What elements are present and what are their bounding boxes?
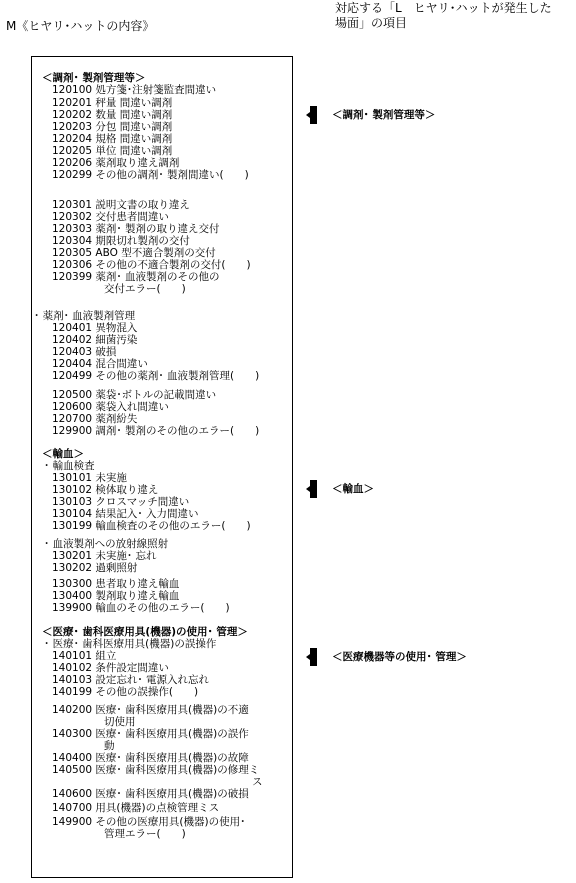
- list-item: 120500 薬袋･ボトルの記載間違い: [52, 389, 217, 401]
- list-item: 120304 期限切れ製剤の交付: [52, 235, 190, 247]
- list-item: 120499 その他の薬剤･ 血液製剤管理( ): [52, 370, 260, 382]
- list-item: 140500 医療･ 歯科医療用具(機器)の修理ミ: [52, 764, 260, 776]
- marker-icon: [310, 480, 317, 498]
- marker-label: ＜医療機器等の使用･ 管理＞: [332, 651, 467, 663]
- list-item: 120203 分包 間違い調剤: [52, 121, 173, 133]
- item-list-box: [31, 56, 293, 878]
- list-item: 140300 医療･ 歯科医療用具(機器)の誤作: [52, 728, 249, 740]
- list-item: 動: [104, 740, 115, 752]
- list-item: ･ 医療･ 歯科医療用具(機器)の誤操作: [44, 638, 217, 650]
- list-item: ･ 輸血検査: [44, 460, 95, 472]
- section-heading: ＜調剤･ 製剤管理等＞: [42, 72, 146, 84]
- title-right-line1: 対応する「L ヒヤリ･ハットが発生した: [335, 1, 552, 15]
- list-item: 交付エラー( ): [104, 283, 186, 295]
- list-item: 130103 クロスマッチ間違い: [52, 496, 190, 508]
- list-item: 140101 組立: [52, 650, 117, 662]
- list-item: 140103 設定忘れ･ 電源入れ忘れ: [52, 674, 210, 686]
- list-item: 140102 条件設定間違い: [52, 662, 169, 674]
- list-item: 130104 結果記入･ 入力間違い: [52, 508, 199, 520]
- list-item: 120205 単位 間違い調剤: [52, 145, 173, 157]
- list-item: 120299 その他の調剤･ 製剤間違い( ): [52, 169, 249, 181]
- list-item: 120303 薬剤･ 製剤の取り違え交付: [52, 223, 220, 235]
- list-item: 140600 医療･ 歯科医療用具(機器)の破損: [52, 788, 249, 800]
- list-item: ･ 血液製剤への放射線照射: [44, 538, 169, 550]
- list-item: 120202 数量 間違い調剤: [52, 109, 173, 121]
- marker-icon: [310, 648, 317, 666]
- list-item: 管理エラー( ): [104, 828, 186, 840]
- section-heading: ＜医療･ 歯科医療用具(機器)の使用･ 管理＞: [42, 626, 248, 638]
- list-item: 120402 細菌汚染: [52, 334, 138, 346]
- list-item: ス: [252, 776, 263, 788]
- list-item: 120401 異物混入: [52, 322, 138, 334]
- marker-label: ＜調剤･ 製剤管理等＞: [332, 109, 436, 121]
- list-item: 120600 薬袋入れ間違い: [52, 401, 169, 413]
- list-item: 140700 用具(機器)の点検管理ミス: [52, 802, 220, 814]
- title-left: M《ヒヤリ･ハットの内容》: [6, 19, 155, 33]
- list-item: 120301 説明文書の取り違え: [52, 199, 190, 211]
- list-item: ･ 薬剤･ 血液製剤管理: [34, 310, 136, 322]
- list-item: 139900 輸血のその他のエラー( ): [52, 602, 230, 614]
- list-item: 140400 医療･ 歯科医療用具(機器)の故障: [52, 752, 249, 764]
- section-heading: ＜輸血＞: [42, 448, 84, 460]
- list-item: 120404 混合間違い: [52, 358, 148, 370]
- list-item: 130201 未実施･ 忘れ: [52, 550, 157, 562]
- list-item: 130101 未実施: [52, 472, 127, 484]
- list-item: 120305 ABO 型不適合製剤の交付: [52, 247, 216, 259]
- list-item: 120201 秤量 間違い調剤: [52, 97, 173, 109]
- list-item: 120306 その他の不適合製剤の交付( ): [52, 259, 251, 271]
- list-item: 120302 交付患者間違い: [52, 211, 169, 223]
- list-item: 120700 薬剤紛失: [52, 413, 138, 425]
- title-right-line2: 場面」の項目: [335, 16, 408, 30]
- list-item: 切使用: [104, 716, 136, 728]
- list-item: 130300 患者取り違え輸血: [52, 578, 180, 590]
- list-item: 130202 過剰照射: [52, 562, 138, 574]
- list-item: 140200 医療･ 歯科医療用具(機器)の不適: [52, 704, 249, 716]
- list-item: 130199 輸血検査のその他のエラー( ): [52, 520, 251, 532]
- list-item: 120100 処方箋･注射箋監査間違い: [52, 84, 217, 96]
- marker-label: ＜輸血＞: [332, 483, 374, 495]
- list-item: 149900 その他の医療用具(機器)の使用･: [52, 816, 246, 828]
- list-item: 130400 製剤取り違え輸血: [52, 590, 180, 602]
- list-item: 129900 調剤･ 製剤のその他のエラー( ): [52, 425, 260, 437]
- list-item: 120399 薬剤･ 血液製剤のその他の: [52, 271, 220, 283]
- list-item: 120204 規格 間違い調剤: [52, 133, 173, 145]
- marker-icon: [310, 106, 317, 124]
- list-item: 140199 その他の誤操作( ): [52, 686, 199, 698]
- list-item: 120206 薬剤取り違え調剤: [52, 157, 180, 169]
- list-item: 130102 検体取り違え: [52, 484, 159, 496]
- list-item: 120403 破損: [52, 346, 117, 358]
- title-right: [335, 1, 552, 31]
